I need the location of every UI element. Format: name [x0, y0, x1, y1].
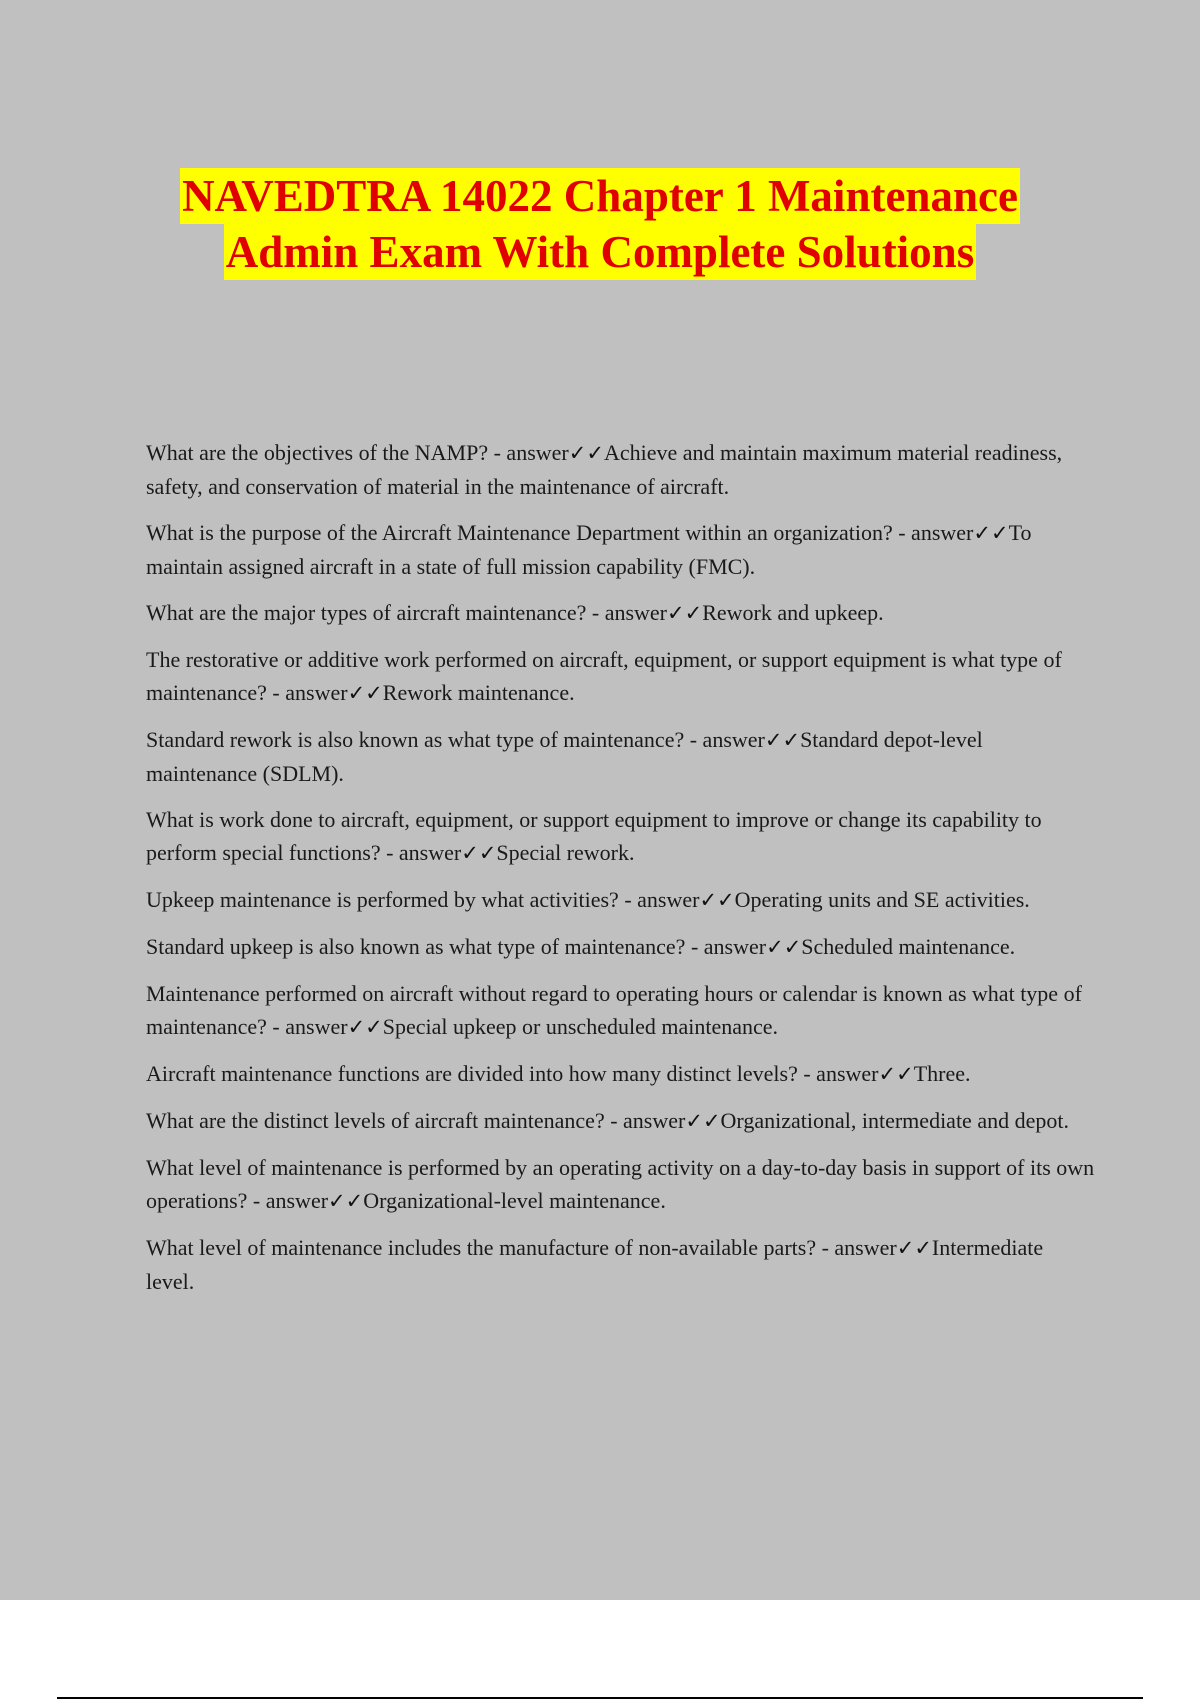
answer-text: Rework maintenance. — [382, 680, 575, 705]
qa-item — [146, 1104, 1096, 1138]
answer-text: Scheduled maintenance. — [801, 934, 1016, 959]
question-text: Upkeep maintenance is performed by what activities? - answer — [146, 887, 700, 912]
question-text: Aircraft maintenance functions are divided into how many distinct levels? - answer — [146, 1061, 879, 1086]
question-text: Standard rework is also known as what type of maintenance? - answer — [146, 727, 765, 752]
answer-text: Organizational, intermediate and depot. — [720, 1108, 1069, 1133]
question-text: What are the distinct levels of aircraft maintenance? - answer — [146, 1108, 686, 1133]
double-check-icon: ✓✓ — [766, 935, 802, 959]
qa-item — [146, 1151, 1096, 1218]
double-check-icon: ✓✓ — [568, 441, 604, 465]
qa-item — [146, 883, 1096, 917]
document-title — [0, 168, 1200, 280]
double-check-icon: ✓✓ — [328, 1189, 364, 1213]
qa-item — [146, 977, 1096, 1044]
qa-item — [146, 436, 1096, 503]
answer-text: Special rework. — [496, 840, 635, 865]
qa-item — [146, 723, 1096, 790]
answer-text: Special upkeep or unscheduled maintenance. — [382, 1014, 779, 1039]
qa-item — [146, 643, 1096, 710]
qa-item — [146, 1057, 1096, 1091]
answer-text: Three. — [913, 1061, 971, 1086]
qa-list — [146, 436, 1096, 1311]
answer-text: Standard depot-level maintenance (SDLM). — [146, 727, 983, 786]
question-text: What is the purpose of the Aircraft Maintenance Department within an organization? - answer — [146, 520, 974, 545]
answer-text: Rework and upkeep. — [702, 600, 884, 625]
question-text: What level of maintenance is performed by an operating activity on a day-to-day basis in support of its own operations? - answer — [146, 1155, 1095, 1213]
qa-item — [146, 930, 1096, 964]
question-text: Maintenance performed on aircraft without regard to operating hours or calendar is known as what type of maintenance? - answer — [146, 981, 1082, 1039]
question-text: What are the major types of aircraft maintenance? - answer — [146, 600, 668, 625]
answer-text: Achieve and maintain maximum material readiness, safety, and conservation of material in the maintenance of aircraft. — [146, 440, 1063, 499]
answer-text: Intermediate level. — [146, 1235, 1044, 1294]
double-check-icon: ✓✓ — [667, 601, 703, 625]
double-check-icon: ✓✓ — [764, 728, 801, 752]
question-text: What are the objectives of the NAMP? - answer — [146, 440, 569, 465]
qa-item — [146, 596, 1096, 630]
footer-divider — [57, 1697, 1143, 1699]
title-line-1: NAVEDTRA 14022 Chapter 1 Maintenance — [180, 168, 1020, 224]
double-check-icon: ✓✓ — [878, 1062, 914, 1086]
qa-item — [146, 803, 1096, 870]
question-text: The restorative or additive work performed on aircraft, equipment, or support equipment is what type of maintenance? - answer — [146, 647, 1062, 705]
qa-item — [146, 516, 1096, 583]
double-check-icon: ✓✓ — [347, 1015, 383, 1039]
title-line-2: Admin Exam With Complete Solutions — [224, 224, 976, 280]
double-check-icon: ✓✓ — [685, 1109, 721, 1133]
double-check-icon: ✓✓ — [699, 888, 735, 912]
answer-text: Organizational-level maintenance. — [363, 1188, 666, 1213]
double-check-icon: ✓✓ — [461, 841, 497, 865]
answer-text: Operating units and SE activities. — [734, 887, 1030, 912]
double-check-icon: ✓✓ — [973, 521, 1009, 545]
double-check-icon: ✓✓ — [347, 681, 383, 705]
question-text: What is work done to aircraft, equipment, or support equipment to improve or change its capability to perform special functions? - answer — [146, 807, 1042, 865]
question-text: Standard upkeep is also known as what type of maintenance? - answer — [146, 934, 767, 959]
question-text: What level of maintenance includes the manufacture of non-available parts? - answer — [146, 1235, 897, 1260]
double-check-icon: ✓✓ — [896, 1236, 932, 1260]
qa-item — [146, 1231, 1096, 1298]
answer-text: To maintain assigned aircraft in a state of full mission capability (FMC). — [146, 520, 1032, 579]
